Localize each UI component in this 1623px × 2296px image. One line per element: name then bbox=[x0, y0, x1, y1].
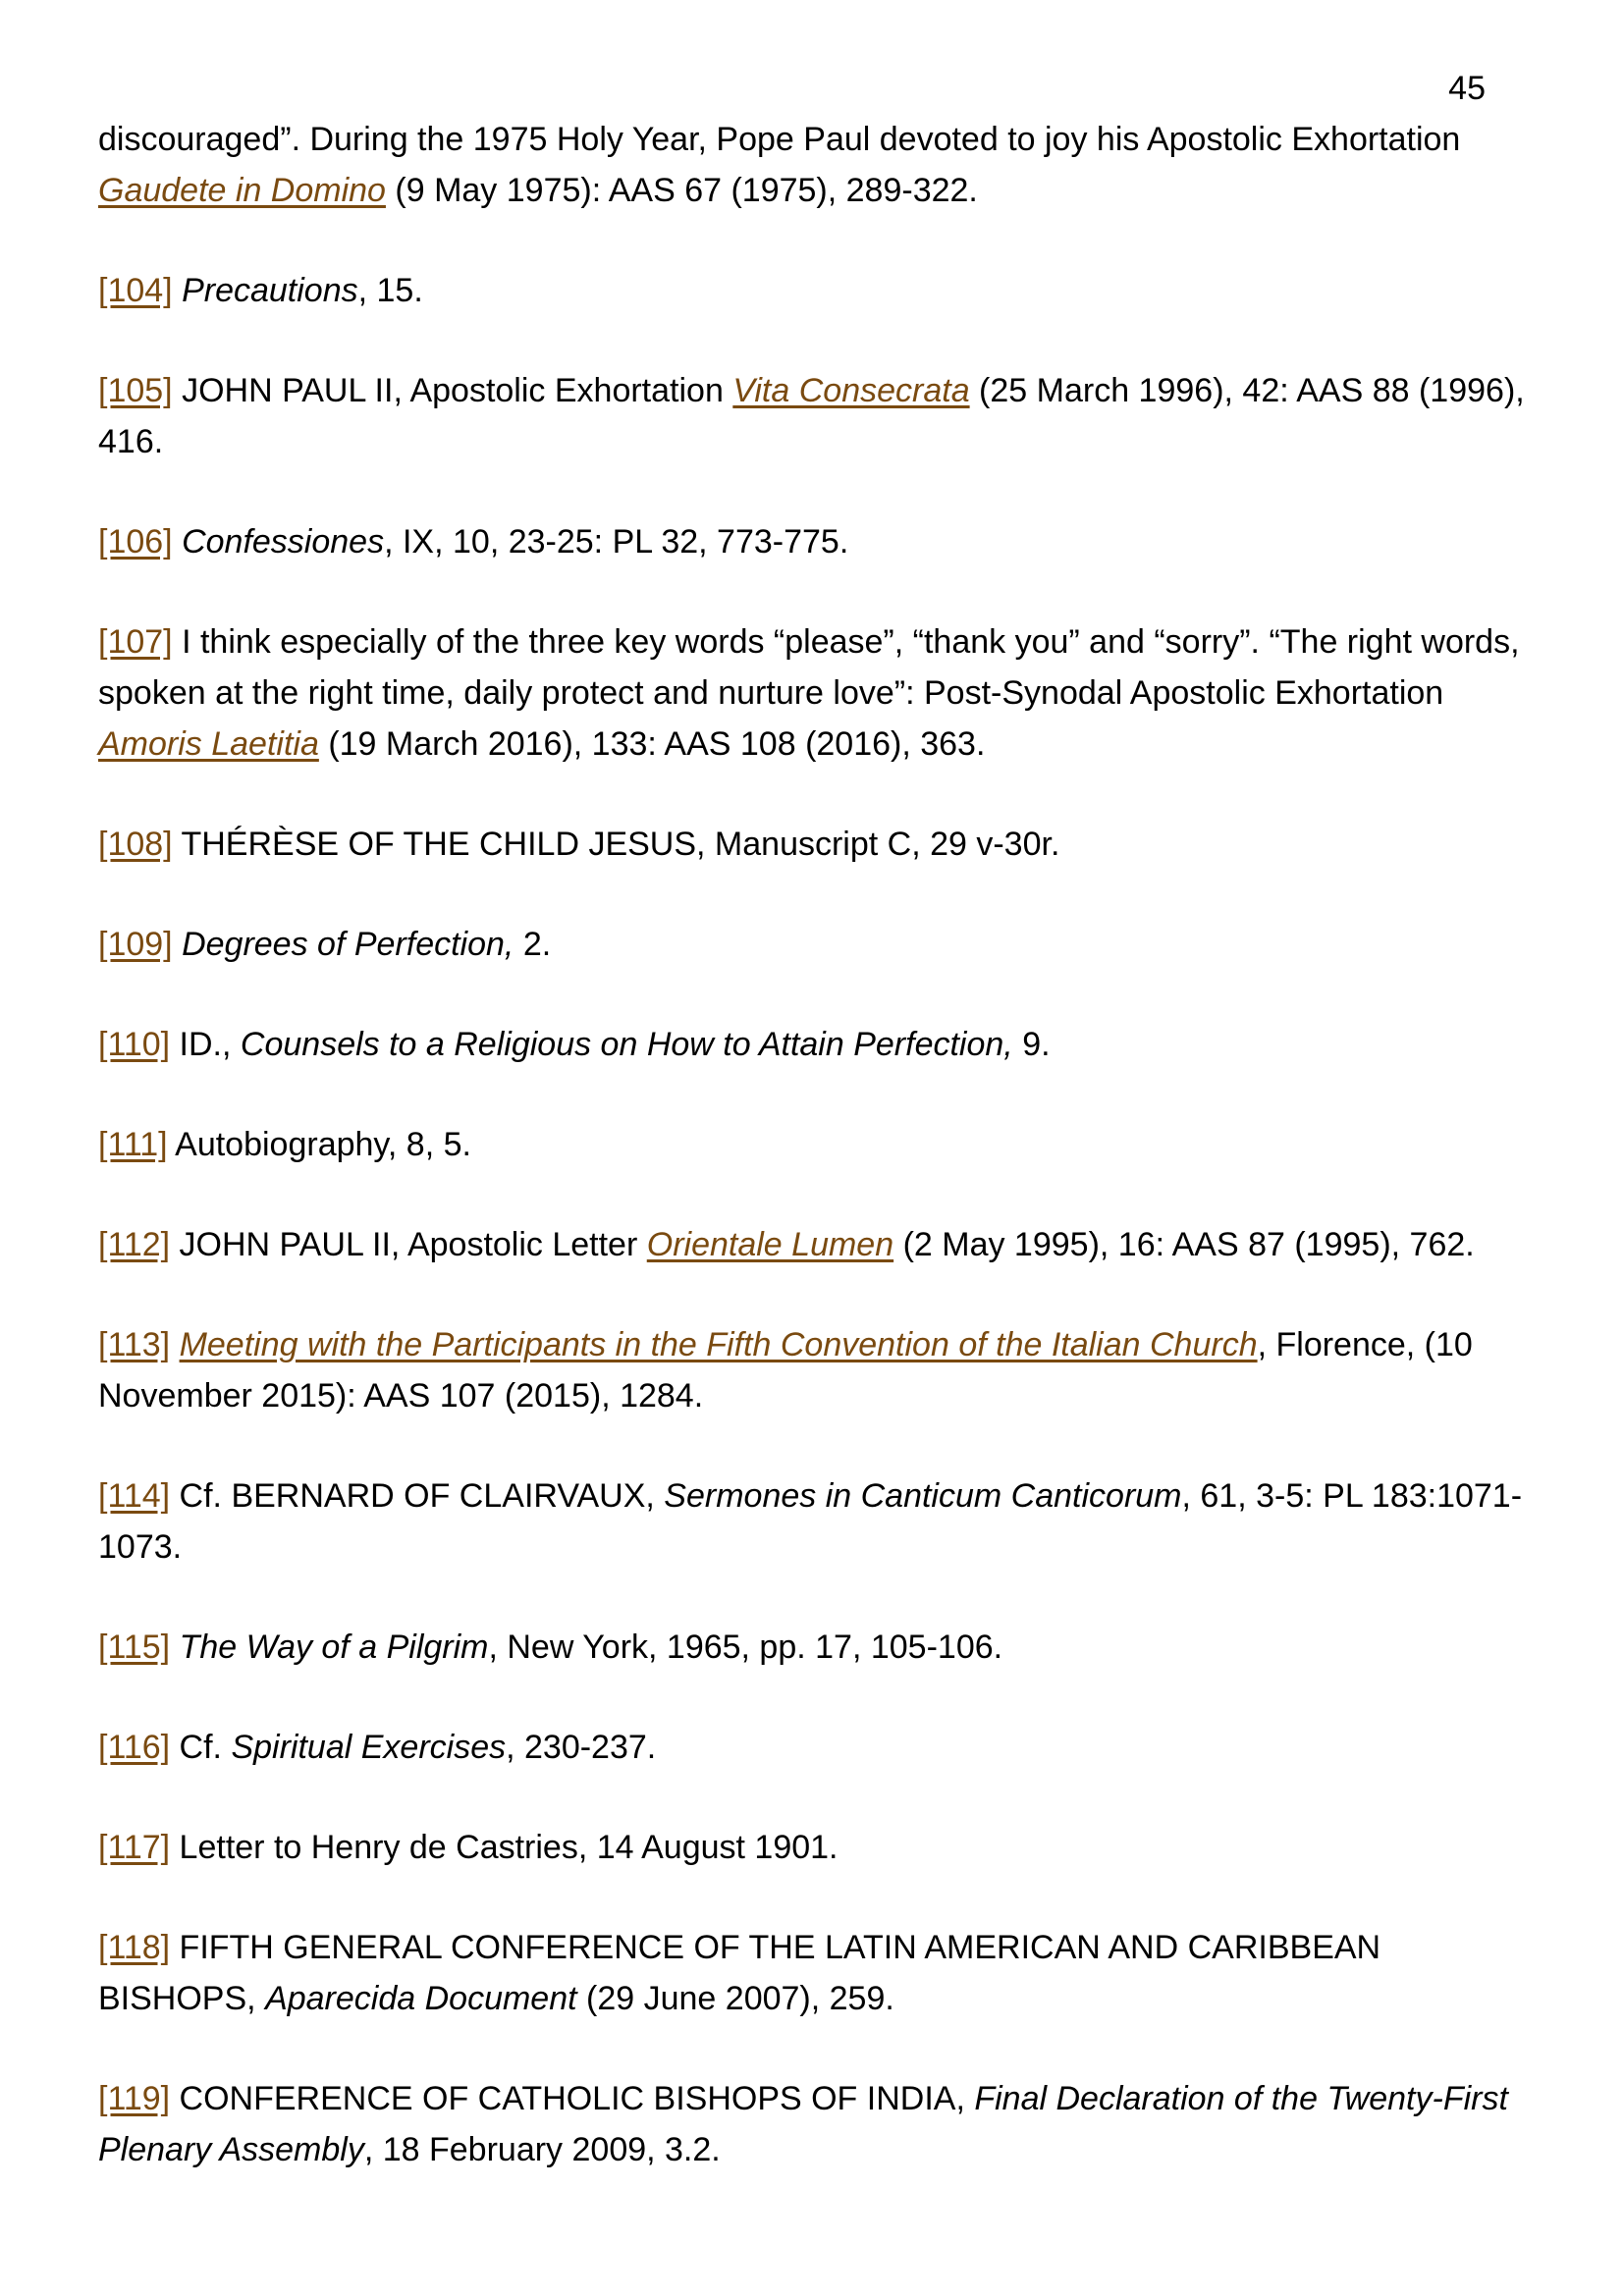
work-title: Sermones in Canticum Canticorum bbox=[664, 1477, 1182, 1515]
work-title: Degrees of Perfection, bbox=[182, 926, 514, 963]
note-text: , Florence, (10 November 2015): AAS 107 (2015), 1284. bbox=[98, 1326, 1473, 1415]
endnote-114 bbox=[98, 1470, 1532, 1573]
note-text: (9 May 1975): AAS 67 (1975), 289-322. bbox=[385, 172, 978, 209]
work-title: The Way of a Pilgrim bbox=[179, 1629, 489, 1666]
note-text: , New York, 1965, pp. 17, 105-106. bbox=[488, 1629, 1003, 1666]
work-title: Precautions bbox=[182, 272, 358, 309]
note-text: THÉRÈSE OF THE CHILD JESUS, Manuscript C, 29 v-30r. bbox=[172, 826, 1060, 863]
footnote-ref-link[interactable]: [111] bbox=[98, 1126, 168, 1163]
citation-link[interactable]: Vita Consecrata bbox=[732, 372, 970, 409]
note-text: , 61, 3-5: PL 183:1071-1073. bbox=[98, 1477, 1523, 1566]
citation-link[interactable]: Meeting with the Participants in the Fifth Convention of the Italian Church bbox=[179, 1326, 1258, 1363]
endnote-113 bbox=[98, 1319, 1532, 1421]
note-text: (25 March 1996), 42: AAS 88 (1996), 416. bbox=[98, 372, 1525, 460]
note-text: (19 March 2016), 133: AAS 108 (2016), 363. bbox=[318, 725, 986, 763]
footnote-ref-link[interactable]: [112] bbox=[98, 1226, 171, 1263]
note-text: JOHN PAUL II, Apostolic Letter bbox=[170, 1226, 647, 1263]
footnote-ref-link[interactable]: [104] bbox=[98, 272, 173, 309]
endnote-110 bbox=[98, 1019, 1532, 1070]
note-text: , 18 February 2009, 3.2. bbox=[363, 2131, 721, 2168]
note-text: (2 May 1995), 16: AAS 87 (1995), 762. bbox=[893, 1226, 1475, 1263]
work-title: Final Declaration of the Twenty-First Plenary Assembly bbox=[98, 2080, 1508, 2168]
note-text: JOHN PAUL II, Apostolic Exhortation bbox=[172, 372, 733, 409]
note-text: Cf. BERNARD OF CLAIRVAUX, bbox=[170, 1477, 665, 1515]
footnote-ref-link[interactable]: [106] bbox=[98, 523, 173, 561]
work-title: Spiritual Exercises bbox=[231, 1729, 507, 1766]
endnote-115 bbox=[98, 1622, 1532, 1673]
footnote-ref-link[interactable]: [107] bbox=[98, 623, 173, 661]
note-text: ID., bbox=[170, 1026, 241, 1063]
footnote-ref-link[interactable]: [116] bbox=[98, 1729, 171, 1766]
endnote-104 bbox=[98, 265, 1532, 316]
note-text: , IX, 10, 23-25: PL 32, 773-775. bbox=[384, 523, 849, 561]
note-text: I think especially of the three key words “please”, “thank you” and “sorry”. “The right words, spoken at the right time, daily protect and nurture love”: Post-Synodal Apostolic Exhortation bbox=[98, 623, 1520, 712]
note-text: FIFTH GENERAL CONFERENCE OF THE LATIN AMERICAN AND CARIBBEAN BISHOPS, bbox=[98, 1929, 1381, 2017]
endnote-109 bbox=[98, 919, 1532, 970]
footnote-ref-link[interactable]: [108] bbox=[98, 826, 173, 863]
footnote-ref-link[interactable]: [114] bbox=[98, 1477, 171, 1515]
footnote-ref-link[interactable]: [110] bbox=[98, 1026, 171, 1063]
note-text: 2. bbox=[514, 926, 552, 963]
footnote-ref-link[interactable]: [115] bbox=[98, 1629, 171, 1666]
footnote-ref-link[interactable]: [119] bbox=[98, 2080, 171, 2117]
note-text: (29 June 2007), 259. bbox=[576, 1980, 894, 2017]
endnote-108 bbox=[98, 819, 1532, 870]
note-text: , 15. bbox=[357, 272, 423, 309]
endnote-117 bbox=[98, 1822, 1532, 1873]
work-title: Counsels to a Religious on How to Attain Perfection, bbox=[240, 1026, 1013, 1063]
note-text: CONFERENCE OF CATHOLIC BISHOPS OF INDIA, bbox=[170, 2080, 975, 2117]
note-text: Letter to Henry de Castries, 14 August 1901. bbox=[170, 1829, 839, 1866]
endnote-107 bbox=[98, 616, 1532, 770]
citation-link[interactable]: Orientale Lumen bbox=[646, 1226, 894, 1263]
endnote-119 bbox=[98, 2073, 1532, 2175]
work-title: Confessiones bbox=[182, 523, 385, 561]
footnote-ref-link[interactable]: [113] bbox=[98, 1326, 171, 1363]
footnote-ref-link[interactable]: [105] bbox=[98, 372, 173, 409]
endnote-106 bbox=[98, 516, 1532, 567]
citation-link[interactable]: Gaudete in Domino bbox=[98, 172, 386, 209]
footnote-ref-link[interactable]: [118] bbox=[98, 1929, 171, 1966]
note-text: 9. bbox=[1012, 1026, 1051, 1063]
note-text: , 230-237. bbox=[506, 1729, 657, 1766]
endnote-105 bbox=[98, 365, 1532, 467]
page-number: 45 bbox=[1448, 70, 1486, 107]
endnote-112 bbox=[98, 1219, 1532, 1270]
footnote-ref-link[interactable]: [117] bbox=[98, 1829, 171, 1866]
endnote-116 bbox=[98, 1722, 1532, 1773]
work-title: Aparecida Document bbox=[265, 1980, 577, 2017]
endnote-118 bbox=[98, 1922, 1532, 2024]
citation-link[interactable]: Amoris Laetitia bbox=[98, 725, 319, 763]
footnote-ref-link[interactable]: [109] bbox=[98, 926, 173, 963]
note-text: Cf. bbox=[170, 1729, 232, 1766]
note-continuation bbox=[98, 114, 1532, 216]
note-text: Autobiography, 8, 5. bbox=[167, 1126, 471, 1163]
endnotes-list bbox=[98, 114, 1532, 2224]
endnote-111 bbox=[98, 1119, 1532, 1170]
note-text: discouraged”. During the 1975 Holy Year, Pope Paul devoted to joy his Apostolic Exhortation bbox=[98, 121, 1461, 158]
